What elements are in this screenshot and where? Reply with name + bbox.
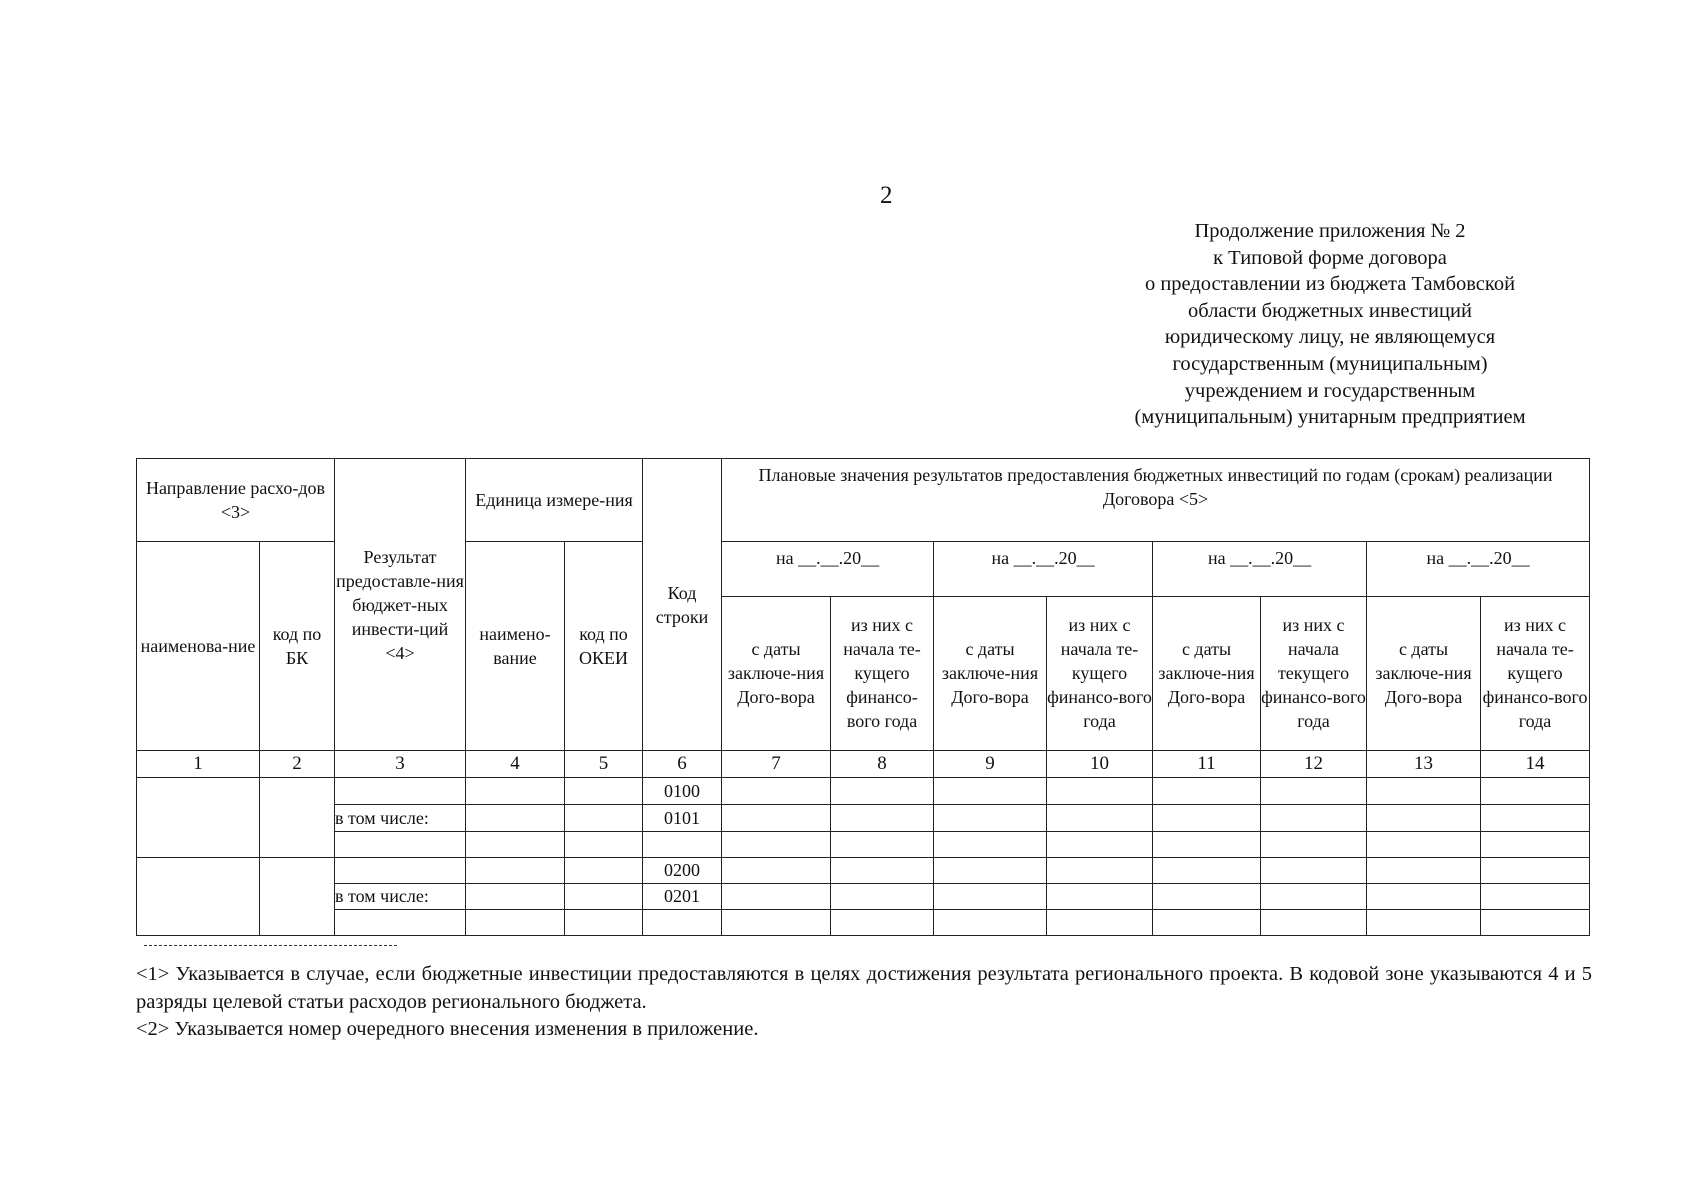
planned-value-cell: [831, 778, 934, 805]
planned-value-cell: [934, 883, 1047, 909]
line-code-cell: 0101: [643, 805, 722, 831]
header-period-4: на __.__.20__: [1367, 542, 1590, 596]
planned-value-cell: [722, 857, 831, 883]
planned-value-cell: [831, 805, 934, 831]
line-code-cell: 0100: [643, 778, 722, 805]
column-number: 7: [722, 751, 831, 778]
header-from-fiscal-year: из них с начала те-кущего финансо-вого года: [1481, 596, 1590, 751]
planned-value-cell: [934, 857, 1047, 883]
appendix-line: о предоставлении из бюджета Тамбовской: [1144, 273, 1516, 296]
header-unit-name: наимено-вание: [466, 542, 565, 751]
header-period-2: на __.__.20__: [934, 542, 1153, 596]
column-number: 8: [831, 751, 934, 778]
planned-value-cell: [934, 778, 1047, 805]
planned-value-cell: [1481, 857, 1590, 883]
planned-value-cell: [1047, 857, 1153, 883]
bk-code-cell: [260, 857, 335, 935]
planned-value-cell: [1367, 883, 1481, 909]
header-line-code: Код строки: [643, 459, 722, 751]
footnotes: [136, 961, 1592, 1044]
appendix-line: государственным (муниципальным): [1172, 352, 1488, 375]
result-cell: в том числе:: [335, 883, 466, 909]
appendix-heading: [1090, 218, 1570, 431]
appendix-line: области бюджетных инвестиций: [1188, 299, 1472, 322]
planned-value-cell: [1153, 857, 1261, 883]
unit-name-cell: [466, 857, 565, 883]
footnote-separator: [144, 945, 397, 946]
result-cell: [335, 909, 466, 935]
unit-name-cell: [466, 831, 565, 857]
planned-value-cell: [1481, 831, 1590, 857]
planned-value-cell: [1047, 909, 1153, 935]
planned-value-cell: [1153, 831, 1261, 857]
header-from-fiscal-year: из них с начала текущего финансо-вого года: [1261, 596, 1367, 751]
okei-code-cell: [565, 805, 643, 831]
okei-code-cell: [565, 909, 643, 935]
planned-value-cell: [831, 831, 934, 857]
planned-values-table: [136, 458, 1590, 936]
appendix-line: к Типовой форме договора: [1213, 246, 1447, 269]
planned-value-cell: [831, 883, 934, 909]
result-cell: [335, 857, 466, 883]
column-number: 13: [1367, 751, 1481, 778]
okei-code-cell: [565, 883, 643, 909]
result-cell: в том числе:: [335, 805, 466, 831]
planned-value-cell: [1153, 778, 1261, 805]
line-code-cell: [643, 831, 722, 857]
header-planned-values: Плановые значения результатов предоставления бюджетных инвестиций по годам (срокам) реализации Договора <5>: [722, 459, 1590, 542]
planned-value-cell: [1261, 883, 1367, 909]
okei-code-cell: [565, 778, 643, 805]
header-from-contract-date: с даты заключе-ния Дого-вора: [1153, 596, 1261, 751]
header-name: наименова-ние: [137, 542, 260, 751]
table-row: [137, 831, 1590, 857]
planned-value-cell: [934, 831, 1047, 857]
planned-value-cell: [831, 857, 934, 883]
header-from-contract-date: с даты заключе-ния Дого-вора: [1367, 596, 1481, 751]
expense-direction-name-cell: [137, 778, 260, 857]
table-row: [137, 857, 1590, 883]
column-number: 4: [466, 751, 565, 778]
line-code-cell: 0201: [643, 883, 722, 909]
planned-value-cell: [1047, 831, 1153, 857]
planned-value-cell: [1153, 909, 1261, 935]
table-row: [137, 883, 1590, 909]
column-number: 14: [1481, 751, 1590, 778]
planned-value-cell: [722, 778, 831, 805]
planned-value-cell: [1153, 805, 1261, 831]
appendix-line: учреждением и государственным: [1184, 379, 1476, 402]
planned-value-cell: [1367, 778, 1481, 805]
planned-value-cell: [1153, 883, 1261, 909]
header-bk-code: код по БК: [260, 542, 335, 751]
appendix-line: юридическому лицу, не являющемуся: [1164, 326, 1496, 349]
header-unit: Единица измере-ния: [466, 459, 643, 542]
planned-value-cell: [1481, 805, 1590, 831]
planned-value-cell: [1047, 778, 1153, 805]
planned-value-cell: [1367, 909, 1481, 935]
unit-name-cell: [466, 805, 565, 831]
line-code-cell: 0200: [643, 857, 722, 883]
footnote-1: <1> Указывается в случае, если бюджетные инвестиции предоставляются в целях достижения результата регионального проекта. В кодовой зоне указываются 4 и 5 разряды целевой статьи расходов регионального бюджета.: [136, 963, 1592, 1013]
planned-value-cell: [1261, 805, 1367, 831]
unit-name-cell: [466, 778, 565, 805]
header-result: Результат предоставле-ния бюджет-ных инвести-ций <4>: [335, 459, 466, 751]
planned-value-cell: [722, 883, 831, 909]
okei-code-cell: [565, 857, 643, 883]
planned-value-cell: [1367, 831, 1481, 857]
planned-value-cell: [1367, 805, 1481, 831]
planned-value-cell: [1481, 883, 1590, 909]
column-number: 11: [1153, 751, 1261, 778]
appendix-line: Продолжение приложения № 2: [1194, 220, 1466, 242]
header-from-fiscal-year: из них с начала те-кущего финансо-вого года: [1047, 596, 1153, 751]
footnote-2: <2> Указывается номер очередного внесения изменения в приложение.: [136, 1018, 759, 1040]
planned-value-cell: [1261, 909, 1367, 935]
column-number: 2: [260, 751, 335, 778]
planned-value-cell: [1481, 909, 1590, 935]
column-number: 12: [1261, 751, 1367, 778]
unit-name-cell: [466, 883, 565, 909]
result-cell: [335, 778, 466, 805]
column-number: 3: [335, 751, 466, 778]
planned-value-cell: [722, 909, 831, 935]
planned-value-cell: [722, 831, 831, 857]
planned-value-cell: [831, 909, 934, 935]
header-direction: Направление расхо-дов <3>: [137, 459, 335, 542]
line-code-cell: [643, 909, 722, 935]
page-number: 2: [880, 182, 893, 209]
planned-value-cell: [1047, 883, 1153, 909]
table-row: [137, 805, 1590, 831]
planned-value-cell: [934, 805, 1047, 831]
header-from-fiscal-year: из них с начала те-кущего финансо-вого года: [831, 596, 934, 751]
unit-name-cell: [466, 909, 565, 935]
okei-code-cell: [565, 831, 643, 857]
column-number: 9: [934, 751, 1047, 778]
column-number: 1: [137, 751, 260, 778]
header-period-1: на __.__.20__: [722, 542, 934, 596]
header-okei-code: код по ОКЕИ: [565, 542, 643, 751]
header-from-contract-date: с даты заключе-ния Дого-вора: [722, 596, 831, 751]
table-row: [137, 778, 1590, 805]
header-from-contract-date: с даты заключе-ния Дого-вора: [934, 596, 1047, 751]
planned-value-cell: [1261, 778, 1367, 805]
planned-value-cell: [1047, 805, 1153, 831]
appendix-line: (муниципальным) унитарным предприятием: [1134, 406, 1526, 429]
planned-value-cell: [1481, 778, 1590, 805]
column-number: 10: [1047, 751, 1153, 778]
result-cell: [335, 831, 466, 857]
planned-value-cell: [1261, 831, 1367, 857]
column-number: 6: [643, 751, 722, 778]
planned-value-cell: [1261, 857, 1367, 883]
planned-value-cell: [722, 805, 831, 831]
planned-value-cell: [1367, 857, 1481, 883]
column-number: 5: [565, 751, 643, 778]
bk-code-cell: [260, 778, 335, 857]
planned-value-cell: [934, 909, 1047, 935]
table-row: [137, 909, 1590, 935]
header-period-3: на __.__.20__: [1153, 542, 1367, 596]
expense-direction-name-cell: [137, 857, 260, 935]
